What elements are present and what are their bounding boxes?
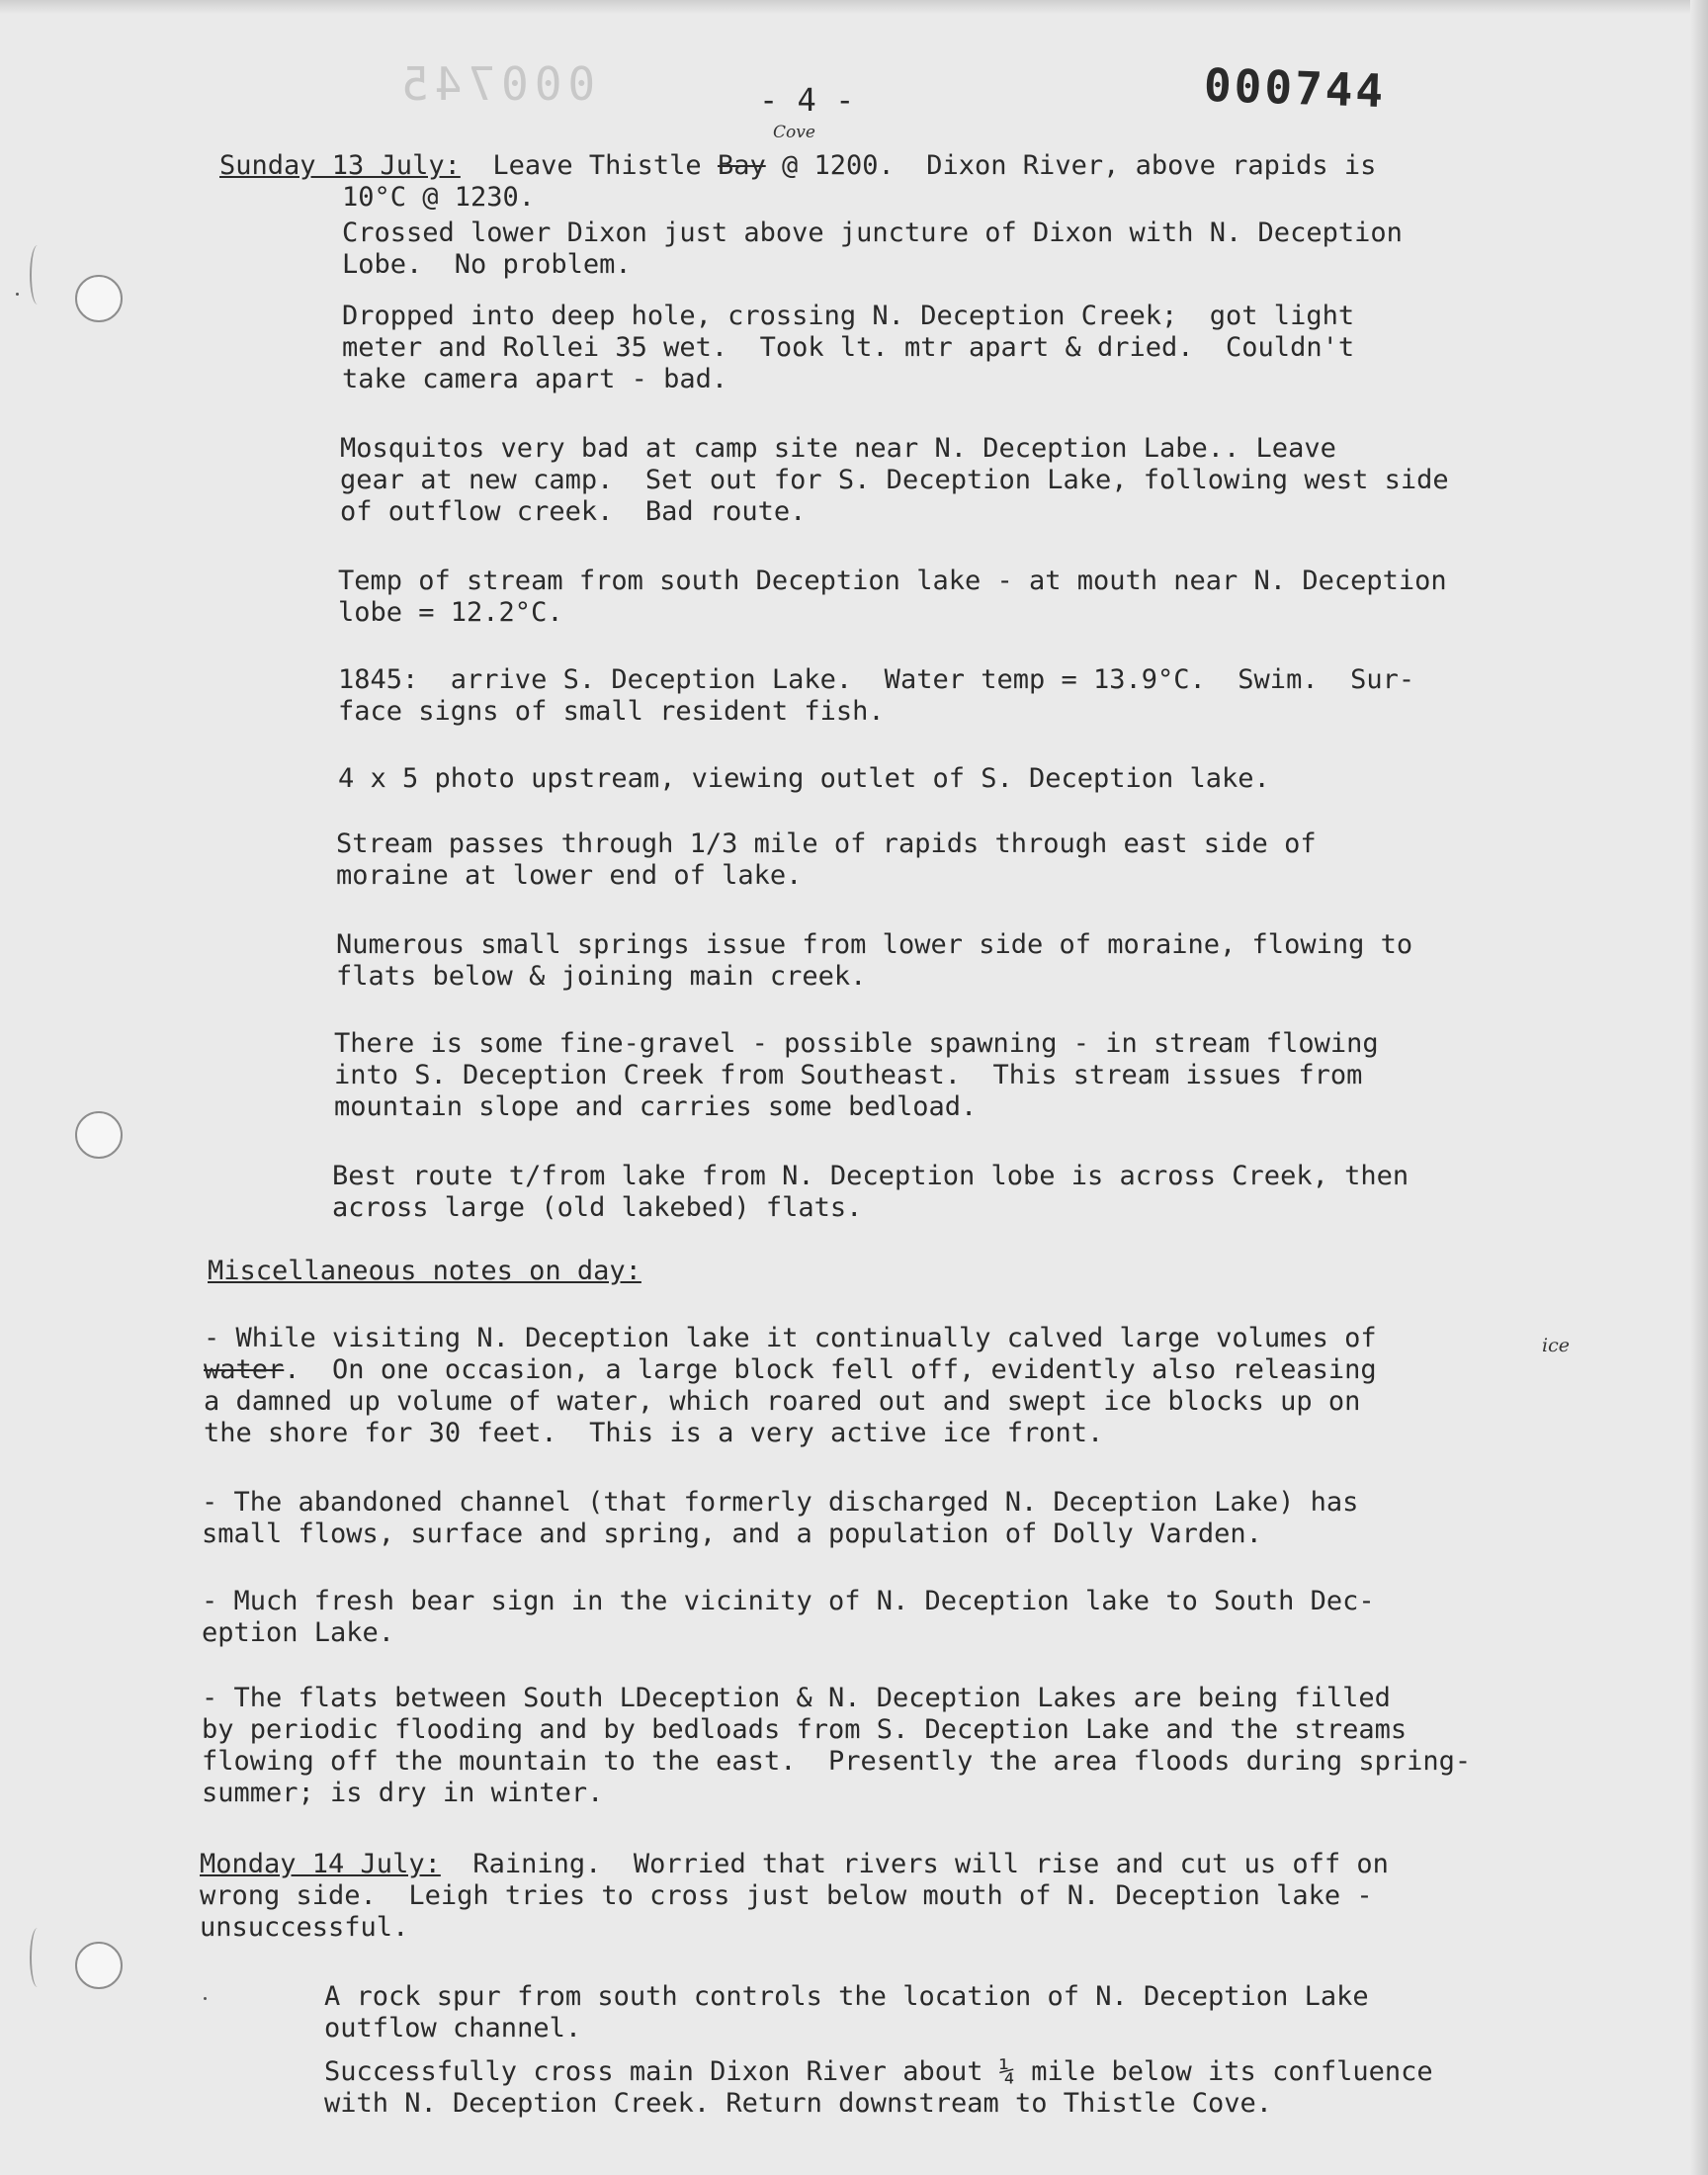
monday-date-label: Monday 14 July: (200, 1849, 441, 1879)
paragraph: Successfully cross main Dixon River about ¼ mile below its confluence with N. Deception Creek. Return downstream to Thistle Cove. (324, 2056, 1433, 2119)
sunday-first-line (219, 150, 1376, 182)
bleed-through-number: 000745 (395, 57, 596, 111)
monday-text: Raining. Worried that rivers will rise and cut us off on (440, 1849, 1389, 1879)
punch-hole-top (75, 275, 123, 322)
paragraph: Stream passes through 1/3 mile of rapids through east side of moraine at lower end of lake. (336, 828, 1317, 891)
scan-edge-right (1690, 0, 1708, 2175)
sunday-second-line: 10°C @ 1230. (342, 182, 536, 213)
misc-note: - The flats between South LDeception & N. Deception Lakes are being filled by periodic flooding and by bedloads from S. Deception Lake and the streams flowing off the mountain to the east. Presently the area floods during spring- summer; is dry in winter. (202, 1683, 1472, 1808)
sunday-date-label: Sunday 13 July: (219, 150, 461, 181)
punch-hole-bottom (75, 1942, 123, 1989)
sunday-text-b: @ 1200. Dixon River, above rapids is (765, 150, 1377, 181)
paragraph: 4 x 5 photo upstream, viewing outlet of S. Deception lake. (338, 763, 1270, 794)
paragraph: A rock spur from south controls the location of N. Deception Lake outflow channel. (324, 1981, 1369, 2044)
paragraph: Temp of stream from south Deception lake - at mouth near N. Deception lobe = 12.2°C. (338, 566, 1447, 628)
binding-mark (30, 1928, 45, 1987)
binding-mark (30, 245, 45, 304)
struck-word-water: water (204, 1354, 285, 1385)
paragraph: 1845: arrive S. Deception Lake. Water temp = 13.9°C. Swim. Sur- face signs of small resident fish. (338, 664, 1415, 727)
misc-note: - The abandoned channel (that formerly discharged N. Deception Lake) has small flows, surface and spring, and a population of Dolly Varden. (202, 1487, 1359, 1549)
page-number: - 4 - (759, 81, 855, 119)
paragraph: Mosquitos very bad at camp site near N. Deception Labe.. Leave gear at new camp. Set out for S. Deception Lake, following west side of outflow creek. Bad route. (340, 433, 1449, 527)
paragraph: There is some fine-gravel - possible spawning - in stream flowing into S. Deception Creek from Southeast. This stream issues from mountain slope and carries some bedload. (334, 1028, 1379, 1122)
struck-word-bay: Bay (717, 150, 766, 181)
paragraph: Dropped into deep hole, crossing N. Deception Creek; got light meter and Rollei 35 wet. Took lt. mtr apart & dried. Couldn't take camera apart - bad. (342, 301, 1355, 394)
misc-note: - Much fresh bear sign in the vicinity of N. Deception lake to South Dec- eption Lake. (202, 1586, 1375, 1648)
handwritten-insert-cove: Cove (773, 123, 815, 142)
monday-rest: wrong side. Leigh tries to cross just below mouth of N. Deception lake - unsuccessful. (200, 1880, 1373, 1943)
paragraph: Crossed lower Dixon just above juncture of Dixon with N. Deception Lobe. No problem. (342, 218, 1403, 280)
misc-note-1-rest (204, 1354, 1377, 1449)
sunday-text-a: Leave Thistle (460, 150, 718, 181)
punch-hole-middle (75, 1111, 123, 1159)
handwritten-insert-ice: ice (1542, 1335, 1570, 1356)
document-number: 000744 (1203, 57, 1388, 119)
monday-first-line (200, 1849, 1389, 1880)
scan-speck (16, 293, 19, 296)
misc-note-1-text: . On one occasion, a large block fell off, evidently also releasing a damned up volume of water, which roared out and swept ice blocks up on the shore for 30 feet. This is a very active ice front. (204, 1354, 1377, 1448)
paragraph: Best route t/from lake from N. Deception lobe is across Creek, then across large (old lakebed) flats. (332, 1161, 1409, 1223)
scan-speck (204, 1997, 207, 2000)
scan-edge-top (0, 0, 1708, 14)
paragraph: Numerous small springs issue from lower side of moraine, flowing to flats below & joining main creek. (336, 929, 1413, 992)
misc-note-1-line-1: - While visiting N. Deception lake it continually calved large volumes of (204, 1323, 1377, 1353)
misc-heading: Miscellaneous notes on day: (208, 1256, 641, 1286)
